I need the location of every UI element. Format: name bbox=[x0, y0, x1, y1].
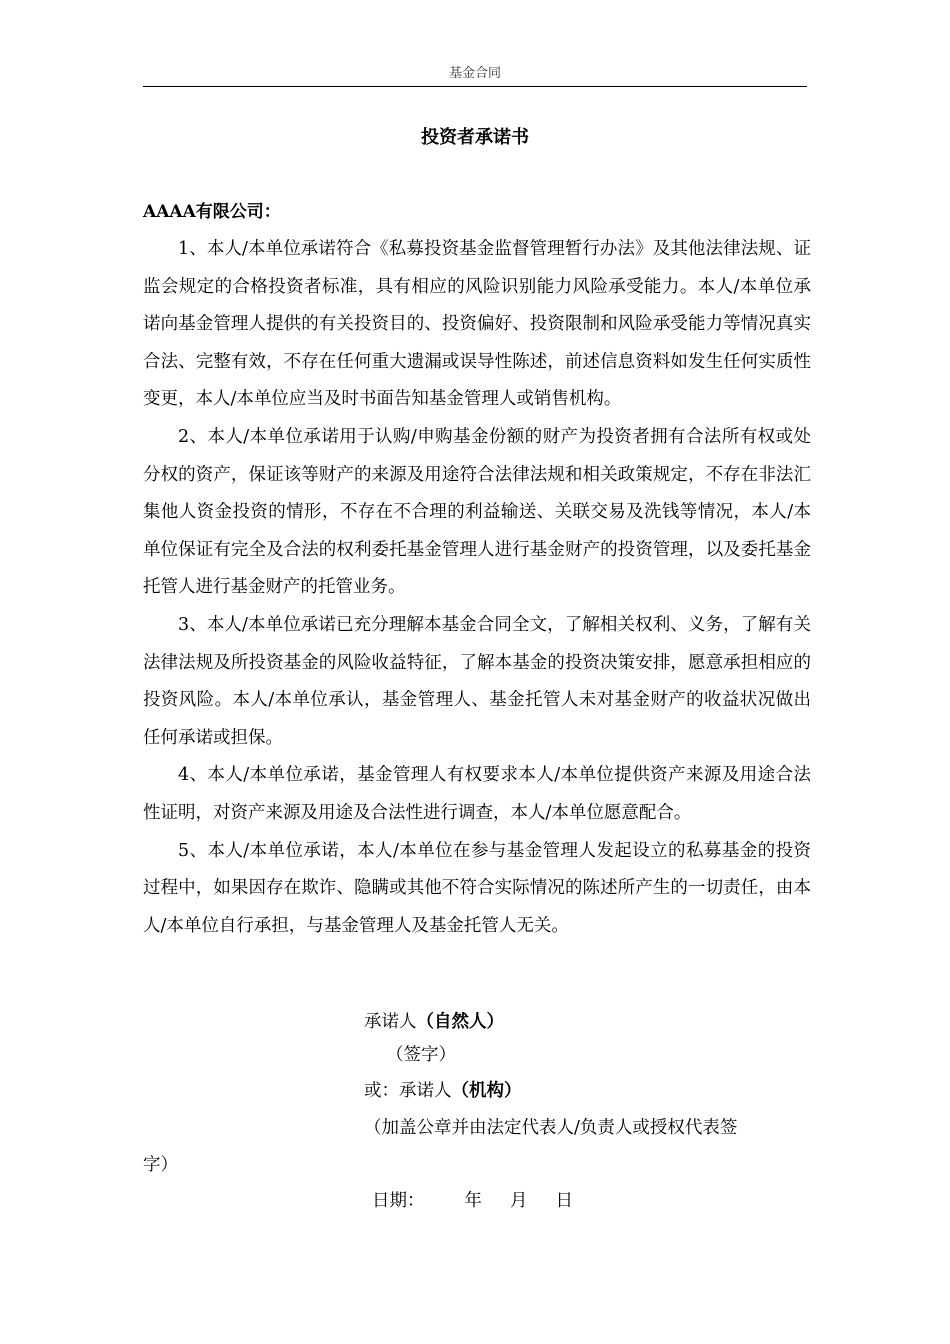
signatory-label: 承诺人 bbox=[364, 1012, 417, 1032]
seal-note-line-1: （加盖公章并由法定代表人/负责人或授权代表签 bbox=[364, 1118, 738, 1138]
date-label: 日期： bbox=[372, 1191, 425, 1211]
signatory-natural-person bbox=[364, 1009, 504, 1035]
commitment-paragraph-4: 4、本人/本单位承诺，基金管理人有权要求本人/本单位提供资产来源及用途合法性证明，对资产来源及用途及合法性进行调查，本人/本单位愿意配合。 bbox=[143, 765, 811, 823]
or-signatory-label: 或：承诺人 bbox=[364, 1081, 452, 1101]
signature-note: （签字） bbox=[386, 1045, 456, 1065]
document-title: 投资者承诺书 bbox=[421, 127, 529, 148]
addressee: AAAA有限公司： bbox=[143, 202, 281, 222]
commitment-paragraph-1: 1、本人/本单位承诺符合《私募投资基金监督管理暂行办法》及其他法律法规、证监会规定的合格投资者标准，具有相应的风险识别能力风险承受能力。本人/本单位承诺向基金管理人提供的有关投资目的、投资偏好、投资限制和风险承受能力等情况真实合法、完整有效，不存在任何重大遗漏或误导性陈述，前述信息资料如发生任何实质性变更，本人/本单位应当及时书面告知基金管理人或销售机构。 bbox=[143, 239, 811, 410]
date-month: 月 bbox=[510, 1191, 528, 1211]
commitment-paragraph-2: 2、本人/本单位承诺用于认购/申购基金份额的财产为投资者拥有合法所有权或处分权的资产，保证该等财产的来源及用途符合法律法规和相关政策规定，不存在非法汇集他人资金投资的情形，不存在不合理的利益输送、关联交易及洗钱等情况，本人/本单位保证有完全及合法的权利委托基金管理人进行基金财产的投资管理，以及委托基金托管人进行基金财产的托管业务。 bbox=[143, 426, 811, 598]
date-year: 年 bbox=[464, 1191, 482, 1211]
commitment-paragraph-3: 3、本人/本单位承诺已充分理解本基金合同全文，了解相关权利、义务，了解有关法律法规及所投资基金的风险收益特征，了解本基金的投资决策安排，愿意承担相应的投资风险。本人/本单位承认，基金管理人、基金托管人未对基金财产的收益状况做出任何承诺或担保。 bbox=[143, 614, 811, 748]
signatory-organization bbox=[364, 1078, 522, 1104]
page-header: 基金合同 bbox=[143, 62, 807, 87]
commitment-body bbox=[143, 231, 811, 945]
date-day: 日 bbox=[555, 1191, 573, 1211]
date-line bbox=[372, 1188, 573, 1214]
seal-note-line-2: 字） bbox=[143, 1155, 178, 1175]
natural-person-label: （自然人） bbox=[416, 1012, 504, 1032]
commitment-paragraph-5: 5、本人/本单位承诺，本人/本单位在参与基金管理人发起设立的私募基金的投资过程中，如果因存在欺诈、隐瞒或其他不符合实际情况的陈述所产生的一切责任，由本人/本单位自行承担，与基金管理人及基金托管人无关。 bbox=[143, 840, 811, 936]
organization-label: （机构） bbox=[451, 1081, 522, 1101]
